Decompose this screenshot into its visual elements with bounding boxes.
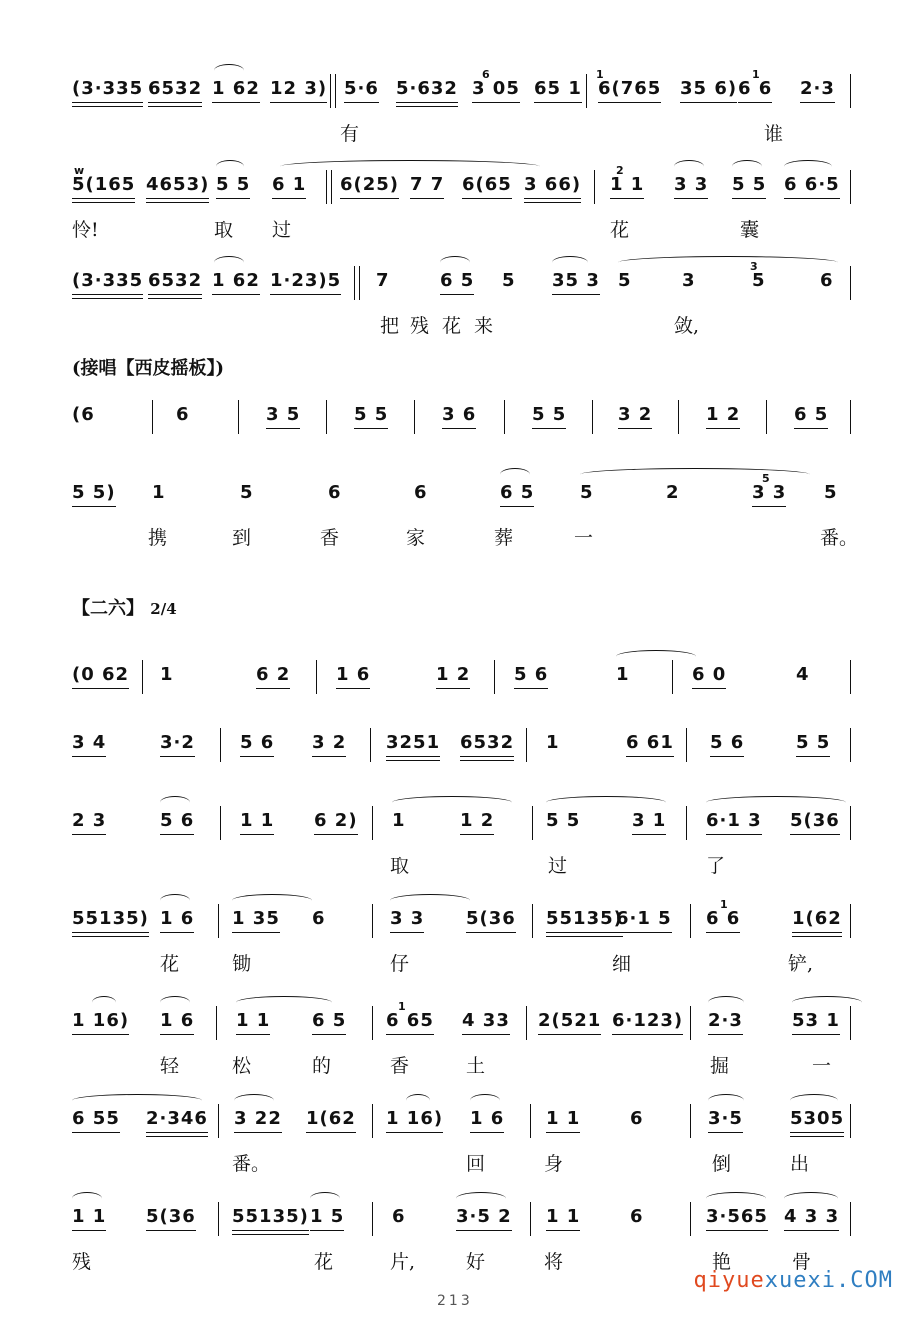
note: 1 35 (232, 908, 280, 930)
note: 1 2 (706, 404, 740, 426)
note: 2·346 (146, 1108, 208, 1130)
note: 4 3 3 (784, 1206, 839, 1228)
note: 3 2 (312, 732, 346, 754)
note: 1 1 (236, 1010, 270, 1032)
lyric: 过 (272, 219, 292, 241)
barline (690, 1104, 691, 1138)
note: 1·23)5 (270, 270, 341, 292)
barline (850, 74, 851, 108)
note: 5 (240, 482, 254, 503)
note: 3 2 (618, 404, 652, 426)
note: 1 1 (240, 810, 274, 832)
note: 1 1 (72, 1206, 106, 1228)
lyric: 葬 (494, 527, 514, 549)
note: (3·335 (72, 270, 143, 292)
note: 6 2) (314, 810, 358, 832)
time-signature: 2/4 (150, 600, 177, 618)
note: 6·123) (612, 1010, 683, 1032)
note: 5·6 (344, 78, 379, 100)
notes-row-1 (0, 68, 915, 118)
note: 6 5 (794, 404, 828, 426)
note: 1(62 (306, 1108, 356, 1130)
lyric: 花 (610, 219, 630, 241)
lyric: 番。 (232, 1153, 271, 1175)
note: 1 (546, 732, 560, 753)
note: 5(36 (790, 810, 840, 832)
note: 7 (376, 270, 390, 291)
barline (850, 728, 851, 762)
lyric: 携 (148, 527, 168, 549)
note: 3 (682, 270, 696, 291)
lyric: 轻 (160, 1055, 180, 1077)
lyrics-row-11 (0, 1152, 915, 1180)
barline (850, 170, 851, 204)
note: 6·1 3 (706, 810, 762, 832)
barline (218, 1202, 219, 1236)
lyrics-row-9 (0, 952, 915, 980)
note: 1 1 (546, 1206, 580, 1228)
barline (152, 400, 153, 434)
note: 5 6 (160, 810, 194, 832)
note: (0 62 (72, 664, 129, 686)
note: 2 3 (72, 810, 106, 832)
note: 35 3 (552, 270, 600, 292)
note: 55135) (546, 908, 623, 930)
lyric: 花 (160, 953, 180, 975)
note: 3 1 (632, 810, 666, 832)
note: 3·565 (706, 1206, 768, 1228)
note: (6 (72, 404, 95, 425)
barline (220, 806, 221, 840)
barline (850, 266, 851, 300)
note: 12 3) (270, 78, 327, 100)
note: 3 3 (674, 174, 708, 196)
section-title: 【二六】 (72, 598, 144, 619)
note: 7 7 (410, 174, 444, 196)
lyric: 锄 (232, 953, 252, 975)
lyric: 残 (410, 315, 430, 337)
lyric: 一 (812, 1055, 832, 1077)
note: 6·1 5 (616, 908, 672, 930)
note: 5 5) (72, 482, 116, 504)
note: 6 5 (440, 270, 474, 292)
barline (330, 74, 331, 108)
lyrics-row-1 (0, 122, 915, 150)
note: 6 0 (692, 664, 726, 686)
lyric: 的 (312, 1055, 332, 1077)
note: 3 5 (266, 404, 300, 426)
barline (592, 400, 593, 434)
barline (530, 1104, 531, 1138)
note: 4 (796, 664, 810, 685)
barline (220, 728, 221, 762)
barline (850, 400, 851, 434)
note: 5 5 (532, 404, 566, 426)
note: 1 2 (436, 664, 470, 686)
lyric: 取 (390, 855, 410, 877)
note: 5 (580, 482, 594, 504)
barline (686, 728, 687, 762)
lyric: 一 (574, 527, 594, 549)
note: 3·5 (708, 1108, 743, 1130)
note: 2(521 (538, 1010, 601, 1032)
watermark-part-a: qiyue (693, 1268, 765, 1293)
barline (594, 170, 595, 204)
lyric: 香 (320, 527, 340, 549)
lyric: 身 (544, 1153, 564, 1175)
section-label-xipi: (接唱【西皮摇板】) (72, 358, 225, 379)
note: 1 (152, 482, 166, 503)
barline (372, 904, 373, 938)
note: 5 5 (354, 404, 388, 426)
lyrics-row-8 (0, 854, 915, 882)
note: 6(65 (462, 174, 512, 196)
lyric: 了 (706, 855, 726, 877)
barline (850, 904, 851, 938)
note: 3 66) (524, 174, 581, 196)
note: 65 1 (534, 78, 582, 100)
note: 6532 (148, 270, 202, 292)
note: 5 5 (546, 810, 580, 832)
note: 6 55 (72, 1108, 120, 1130)
note: 3 6 (442, 404, 476, 426)
note: 6 (328, 482, 342, 503)
lyrics-row-5 (0, 526, 915, 554)
note: 6(25) (340, 174, 399, 196)
lyric: 回 (466, 1153, 486, 1175)
note: 55135) (232, 1206, 309, 1228)
barline (678, 400, 679, 434)
note: 2·3 (800, 78, 835, 100)
barline (218, 904, 219, 938)
note: 5 6 (514, 664, 548, 686)
note: 53 1 (792, 1010, 840, 1032)
note: 6532 (460, 732, 514, 754)
barline (504, 400, 505, 434)
lyric: 倒 (712, 1153, 732, 1175)
barline (690, 1202, 691, 1236)
note: 3·2 (160, 732, 195, 754)
barline (532, 806, 533, 840)
note: 3 3 5 (752, 482, 786, 504)
note: 5(36 (146, 1206, 196, 1228)
note: 3 05 6 (472, 78, 520, 100)
lyric: 番。 (820, 527, 859, 549)
note: 5·632 (396, 78, 458, 100)
lyric: 过 (548, 855, 568, 877)
notes-row-12 (0, 1206, 915, 1246)
note: 5 5 (216, 174, 250, 196)
note: 1 (392, 810, 406, 832)
note: 1 6 (160, 1010, 194, 1032)
barline (686, 806, 687, 840)
note: 3 22 (234, 1108, 282, 1130)
note: 1 6 (160, 908, 194, 930)
lyric: 把 (380, 315, 400, 337)
barline (354, 266, 355, 300)
note: 5 5 (796, 732, 830, 754)
note: 5(165 w (72, 174, 135, 196)
note: 6 (820, 270, 834, 291)
barline (414, 400, 415, 434)
note: (3·335 (72, 78, 143, 100)
lyrics-row-2 (0, 218, 915, 246)
lyric: 片, (390, 1251, 416, 1273)
lyric: 松 (232, 1055, 252, 1077)
watermark-part-b: xuexi.COM (764, 1268, 893, 1293)
lyric: 怜! (72, 219, 99, 241)
note: 6 6 1 (738, 78, 772, 100)
barline (526, 728, 527, 762)
barline (142, 660, 143, 694)
note: 1 (616, 664, 630, 686)
note: 1 62 (212, 270, 260, 292)
barline (766, 400, 767, 434)
note: 4 33 (462, 1010, 510, 1032)
lyric: 到 (232, 527, 252, 549)
note: 2·3 (708, 1010, 743, 1032)
lyric: 谁 (764, 123, 784, 145)
lyric: 出 (790, 1153, 810, 1175)
note: 6 65 1 (386, 1010, 434, 1032)
note: 35 6) (680, 78, 737, 100)
note: 1 62 (212, 78, 260, 100)
barline (850, 1202, 851, 1236)
notes-row-3 (0, 260, 915, 310)
barline (326, 170, 327, 204)
note: 3 3 (390, 908, 424, 930)
lyric: 取 (214, 219, 234, 241)
barline (586, 74, 587, 108)
note: 6 2 (256, 664, 290, 686)
lyric: 细 (612, 953, 632, 975)
barline (530, 1202, 531, 1236)
lyric: 敛, (674, 315, 700, 337)
note: 6 6 1 (706, 908, 740, 930)
note: 6 (176, 404, 190, 425)
notes-row-9 (0, 898, 915, 948)
lyric: 艳 (712, 1251, 732, 1273)
note: 3 4 (72, 732, 106, 754)
page-number: 213 (437, 1293, 473, 1309)
note: 1 1 (546, 1108, 580, 1130)
lyric: 铲, (788, 953, 814, 975)
barline (372, 806, 373, 840)
barline (372, 1006, 373, 1040)
note: 6 5 (500, 482, 534, 504)
lyric: 掘 (710, 1055, 730, 1077)
note: 5305 (790, 1108, 844, 1130)
lyrics-row-3 (0, 314, 915, 342)
note: 1 6 (336, 664, 370, 686)
lyric: 家 (406, 527, 426, 549)
lyric: 仔 (390, 953, 410, 975)
lyric: 残 (72, 1251, 92, 1273)
note: 1 6 (470, 1108, 504, 1130)
barline (372, 1104, 373, 1138)
barline (370, 728, 371, 762)
lyric: 有 (340, 123, 360, 145)
note: 5 (824, 482, 838, 503)
note: 1 16) (386, 1108, 443, 1130)
note: 1 (160, 664, 174, 685)
note: 6 6·5 (784, 174, 840, 196)
lyric: 香 (390, 1055, 410, 1077)
barline (850, 806, 851, 840)
barline (850, 1104, 851, 1138)
lyric: 好 (466, 1251, 486, 1273)
note: 6 (630, 1108, 644, 1129)
note: 6(765 1 (598, 78, 661, 100)
barline (238, 400, 239, 434)
note: 6 (312, 908, 326, 929)
note: 6 (392, 1206, 406, 1227)
note: 5 6 (240, 732, 274, 754)
barline (326, 400, 327, 434)
barline (690, 1006, 691, 1040)
barline (494, 660, 495, 694)
note: 1 2 (460, 810, 494, 832)
barline (526, 1006, 527, 1040)
note: 6 (414, 482, 428, 503)
note: 6 1 (272, 174, 306, 196)
note: 2 (666, 482, 680, 503)
notes-row-2 (0, 164, 915, 214)
notes-row-10 (0, 1000, 915, 1050)
notes-row-11 (0, 1108, 915, 1148)
note: 6 61 (626, 732, 674, 754)
note: 1(62 (792, 908, 842, 930)
lyric: 囊 (740, 219, 760, 241)
lyrics-row-10 (0, 1054, 915, 1082)
barline (850, 660, 851, 694)
note: 5 3 (750, 260, 766, 291)
note: 3251 (386, 732, 440, 754)
note: 6 5 (312, 1010, 346, 1032)
note: 5(36 (466, 908, 516, 930)
barline (216, 1006, 217, 1040)
notes-row-5 (0, 472, 915, 522)
watermark-logo (694, 1268, 893, 1293)
lyric: 将 (544, 1251, 564, 1273)
barline (672, 660, 673, 694)
note: 1 16) (72, 1010, 129, 1032)
barline (532, 904, 533, 938)
notes-row-8 (0, 810, 915, 850)
note: 5 6 (710, 732, 744, 754)
note: 6 (630, 1206, 644, 1227)
note: 3·5 2 (456, 1206, 512, 1228)
barline (690, 904, 691, 938)
notes-row-4 (0, 404, 915, 444)
barline (850, 1006, 851, 1040)
lyric: 花 (314, 1251, 334, 1273)
note: 1 1 2 (610, 174, 644, 196)
notes-row-6 (0, 664, 915, 704)
lyric: 来 (474, 315, 494, 337)
notes-row-7 (0, 732, 915, 772)
barline (316, 660, 317, 694)
note: 5 (618, 270, 632, 292)
note: 5 5 (732, 174, 766, 196)
note: 1 5 (310, 1206, 344, 1228)
lyric: 花 (442, 315, 462, 337)
section-label-erliu (72, 594, 177, 620)
lyric: 土 (466, 1055, 486, 1077)
barline (218, 1104, 219, 1138)
barline (372, 1202, 373, 1236)
note: 4653) (146, 174, 209, 196)
note: 55135) (72, 908, 149, 930)
note: 5 (502, 270, 516, 291)
note: 6532 (148, 78, 202, 100)
lyric: 骨 (792, 1251, 812, 1273)
